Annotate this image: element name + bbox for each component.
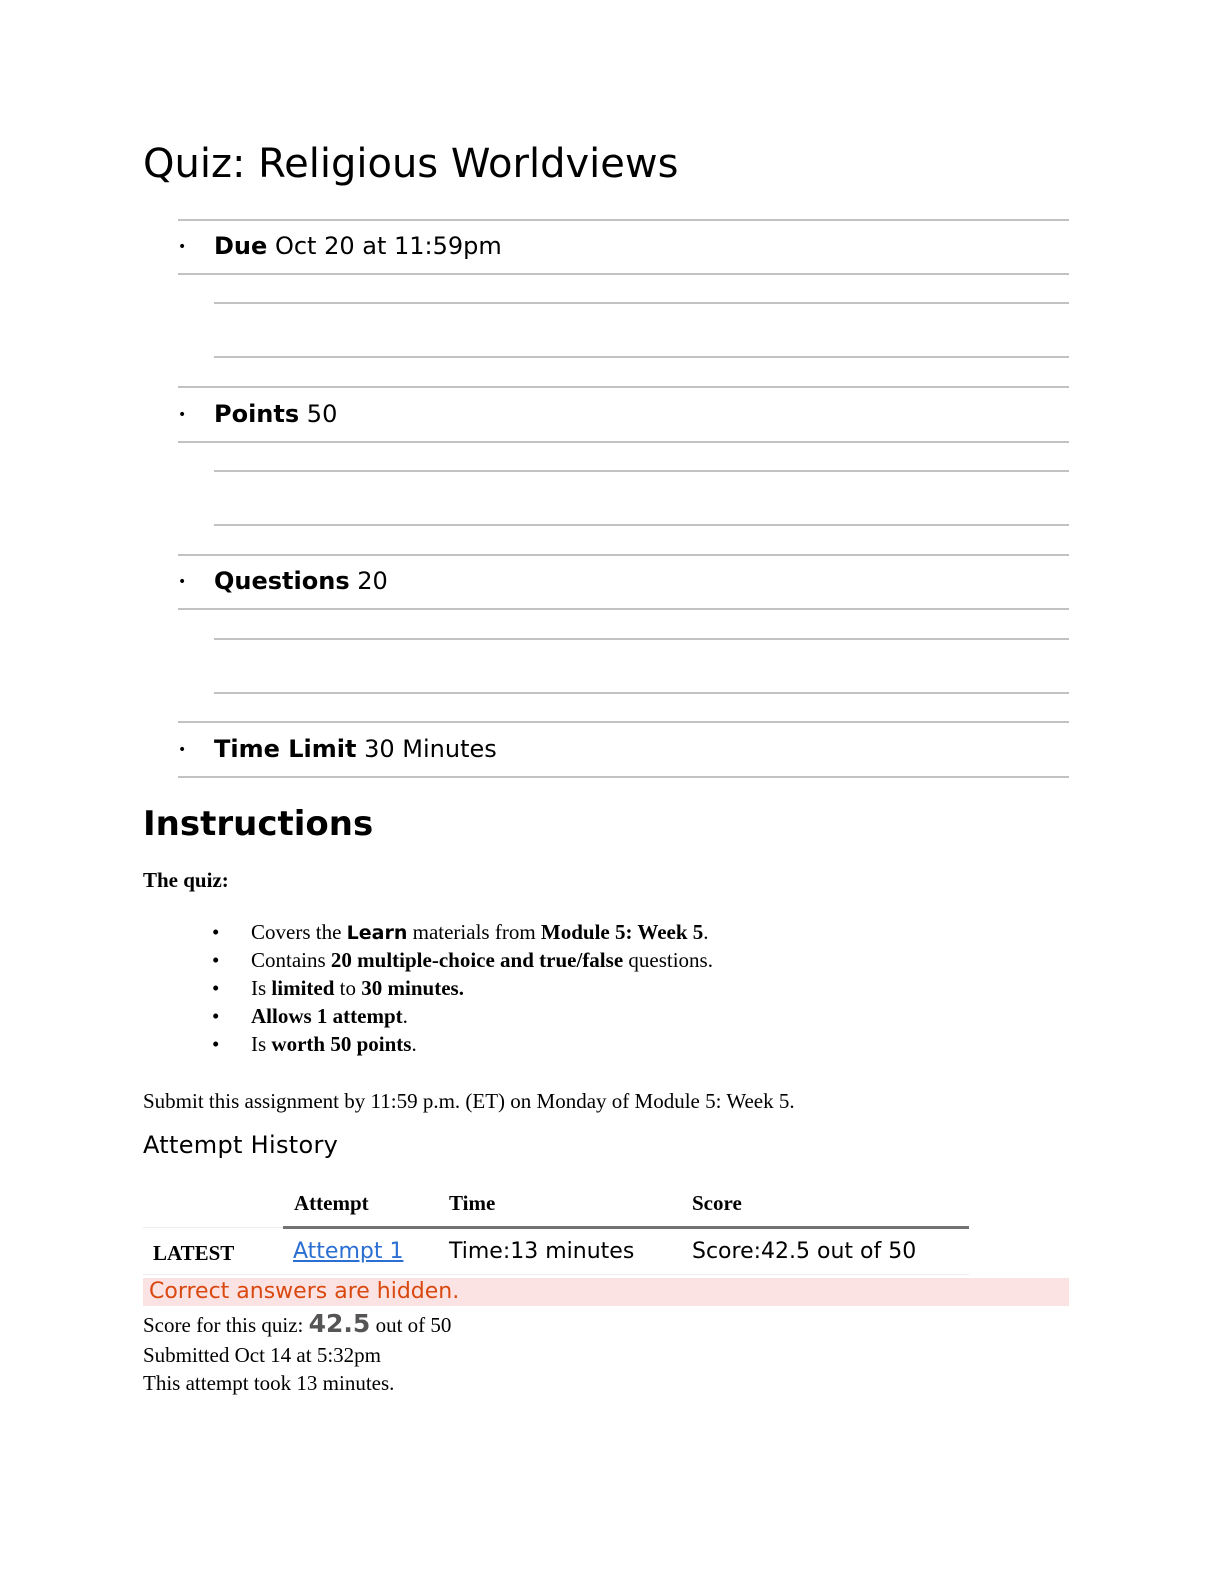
- time-limit-label: Time Limit: [214, 735, 357, 763]
- attempt-time: Time:13 minutes: [449, 1239, 635, 1264]
- due-label: Due: [214, 232, 268, 260]
- divider: [178, 554, 1069, 556]
- due-value: Oct 20 at 11:59pm: [274, 232, 502, 260]
- divider: [178, 386, 1069, 388]
- divider: [178, 608, 1069, 610]
- column-header-time: Time: [449, 1191, 496, 1215]
- score-value: 42.5: [308, 1309, 371, 1338]
- questions-value: 20: [357, 567, 388, 595]
- points-label: Points: [214, 400, 300, 428]
- list-item: • Allows 1 attempt.: [212, 1002, 713, 1030]
- submitted-time: Submitted Oct 14 at 5:32pm: [143, 1343, 381, 1367]
- instructions-list: [212, 918, 713, 1058]
- time-limit-value: 30 Minutes: [364, 735, 497, 763]
- divider: [214, 356, 1069, 358]
- table-header-rule: [283, 1226, 969, 1229]
- table-header-rule-light: [143, 1227, 283, 1228]
- column-header-attempt: Attempt: [294, 1191, 369, 1215]
- divider: [178, 441, 1069, 443]
- attempt-duration: This attempt took 13 minutes.: [143, 1371, 395, 1395]
- instructions-heading: Instructions: [143, 804, 374, 844]
- due-date: [214, 231, 502, 261]
- table-row-rule: [143, 1274, 969, 1275]
- bullet-icon: •: [178, 407, 187, 423]
- time-limit: [214, 734, 497, 764]
- divider: [178, 219, 1069, 221]
- divider: [178, 273, 1069, 275]
- list-item: • Is worth 50 points.: [212, 1030, 713, 1058]
- attempt-score: Score:42.5 out of 50: [692, 1239, 917, 1264]
- quiz-score: Score for this quiz: 42.5 out of 50: [143, 1309, 452, 1338]
- divider: [214, 638, 1069, 640]
- latest-label: LATEST: [153, 1241, 235, 1265]
- divider: [214, 470, 1069, 472]
- points: [214, 399, 337, 429]
- list-item: • Is limited to 30 minutes.: [212, 974, 713, 1002]
- instructions-intro: The quiz:: [143, 868, 229, 892]
- answers-hidden-text: Correct answers are hidden.: [149, 1279, 460, 1304]
- page-title: Quiz: Religious Worldviews: [143, 141, 679, 187]
- attempt-history-heading: Attempt History: [143, 1131, 339, 1159]
- attempt-1-link[interactable]: Attempt 1: [293, 1239, 404, 1264]
- questions: [214, 566, 388, 596]
- divider: [214, 692, 1069, 694]
- list-item: • Contains 20 multiple-choice and true/false questions.: [212, 946, 713, 974]
- bullet-icon: •: [178, 239, 187, 255]
- divider: [214, 302, 1069, 304]
- submit-note: Submit this assignment by 11:59 p.m. (ET) on Monday of Module 5: Week 5.: [143, 1089, 795, 1113]
- divider: [178, 721, 1069, 723]
- points-value: 50: [306, 400, 338, 428]
- questions-label: Questions: [214, 567, 350, 595]
- divider: [178, 776, 1069, 778]
- column-header-score: Score: [692, 1191, 742, 1215]
- bullet-icon: •: [178, 742, 187, 758]
- list-item: • Covers the Learn materials from Module 5: Week 5.: [212, 918, 713, 946]
- bullet-icon: •: [178, 574, 187, 590]
- divider: [214, 524, 1069, 526]
